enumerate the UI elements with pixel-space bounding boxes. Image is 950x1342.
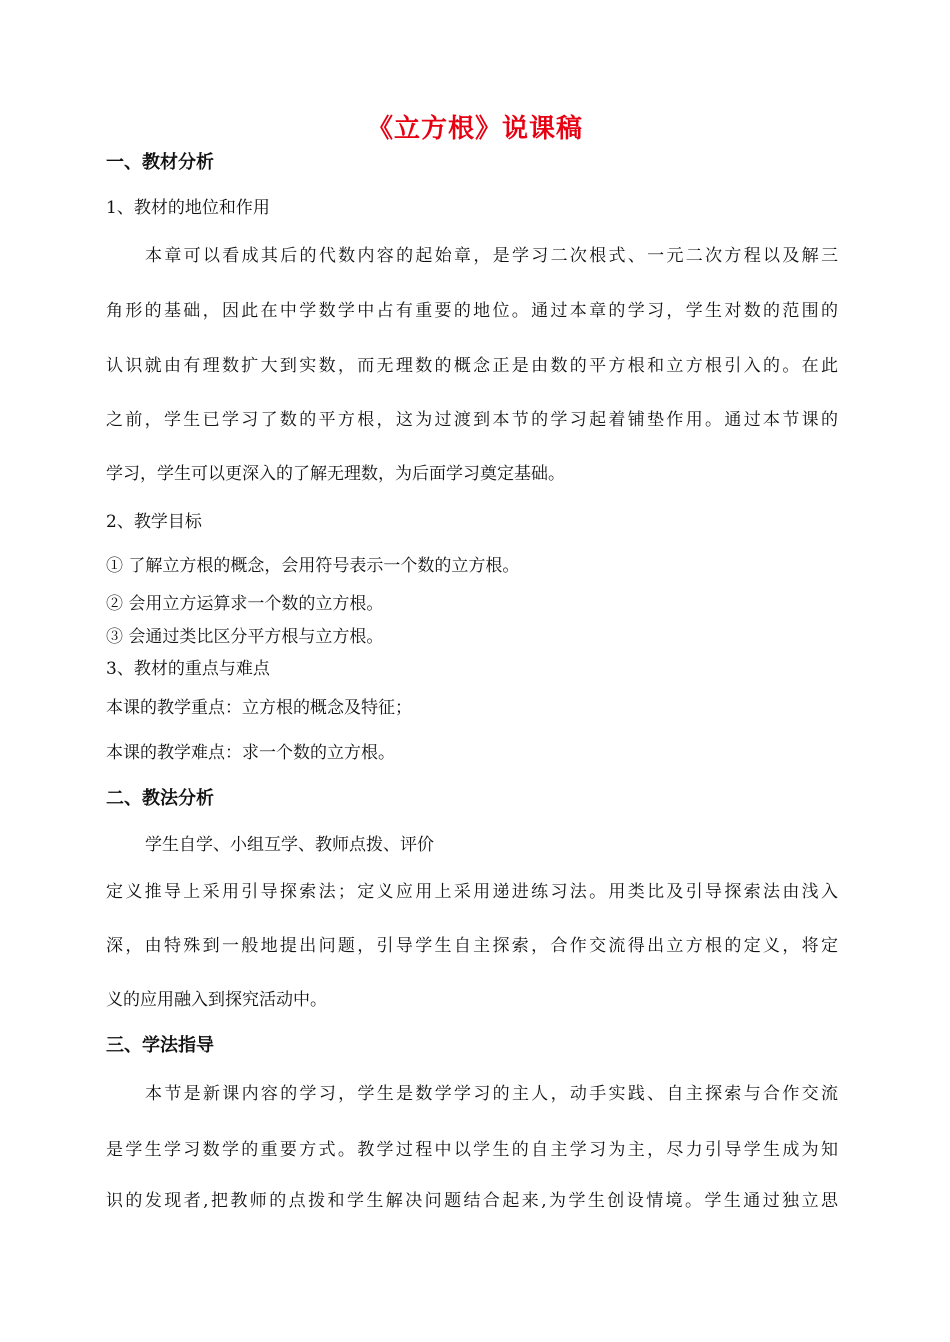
subsection-heading-1-3: 3、教材的重点与难点 [106,659,270,679]
paragraph-line: 是学生学习数学的重要方式。教学过程中以学生的自主学习为主，尽力引导学生成为知 [106,1140,838,1160]
paragraph-line: 识的发现者,把教师的点拨和学生解决问题结合起来,为学生创设情境。学生通过独立思 [106,1191,838,1211]
paragraph-line: 学习，学生可以更深入的了解无理数，为后面学习奠定基础。 [106,464,565,484]
section-heading-1: 一、教材分析 [106,152,214,173]
paragraph-line: 角形的基础，因此在中学数学中占有重要的地位。通过本章的学习，学生对数的范围的 [106,301,838,321]
paragraph-line: 深，由特殊到一般地提出问题，引导学生自主探索，合作交流得出立方根的定义，将定 [106,936,838,956]
goal-item: ③ 会通过类比区分平方根与立方根。 [106,627,384,647]
subsection-heading-1-1: 1、教材的地位和作用 [106,198,270,218]
paragraph-line: 之前，学生已学习了数的平方根，这为过渡到本节的学习起着铺垫作用。通过本节课的 [106,410,838,430]
paragraph-line: 定义推导上采用引导探索法；定义应用上采用递进练习法。用类比及引导探索法由浅入 [106,882,838,902]
paragraph-line: 认识就由有理数扩大到实数，而无理数的概念正是由数的平方根和立方根引入的。在此 [106,356,838,376]
section-heading-3: 三、学法指导 [106,1035,214,1056]
goal-item: ① 了解立方根的概念，会用符号表示一个数的立方根。 [106,556,520,576]
document-title: 《立方根》说课稿 [366,114,583,144]
teaching-methods: 学生自学、小组互学、教师点拨、评价 [145,835,434,855]
paragraph-line: 本节是新课内容的学习，学生是数学学习的主人，动手实践、自主探索与合作交流 [145,1084,838,1104]
goal-item: ② 会用立方运算求一个数的立方根。 [106,594,384,614]
difficulty-text: 本课的教学难点：求一个数的立方根。 [106,743,395,763]
subsection-heading-1-2: 2、教学目标 [106,512,202,532]
paragraph-line: 本章可以看成其后的代数内容的起始章，是学习二次根式、一元二次方程以及解三 [145,246,838,266]
paragraph-line: 义的应用融入到探究活动中。 [106,990,327,1010]
key-point-text: 本课的教学重点：立方根的概念及特征； [106,698,412,718]
section-heading-2: 二、教法分析 [106,788,214,809]
